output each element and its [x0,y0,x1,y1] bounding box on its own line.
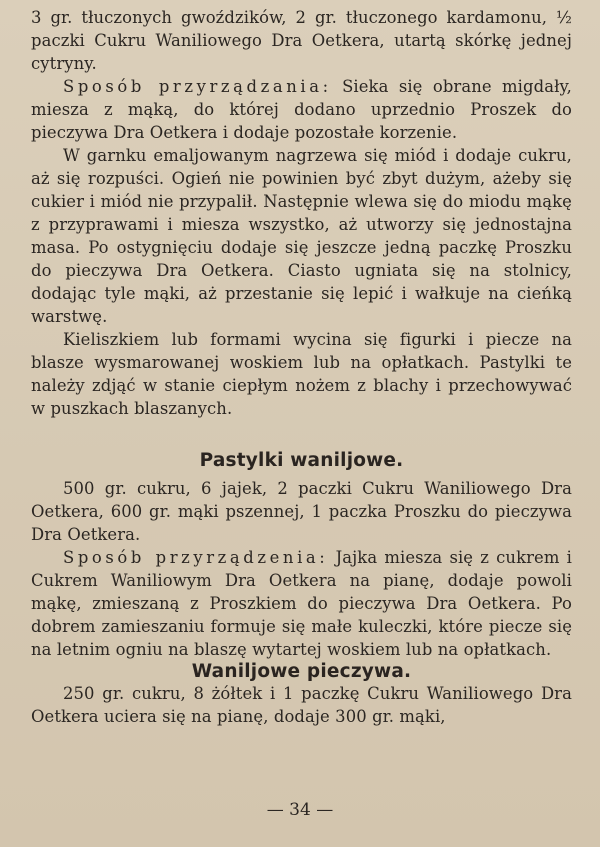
paragraph-cutting-baking: Kieliszkiem lub formami wycina się figurki i piecze na blasze wysmarowanej woskiem lub na opłatkach. Pastylki te należy zdjąć w stanie ciepłym nożem z blachy i przechowywać w puszkach blaszanych. [31,330,572,418]
paragraph-honey-instructions: W garnku emaljowanym nagrzewa się miód i dodaje cukru, aż się rozpuści. Ogień nie powinien być zbyt dużym, ażeby się cukier i miód nie przypalił. Następnie wlewa się do miodu mąkę z przyprawami i miesza wszystko, aż utworzy się jednostajna masa. Po ostygnięciu dodaje się jeszcze jedną paczkę Proszku do pieczywa Dra Oetkera. Ciasto ugniata się na stolnicy, dodając tyle mąki, aż przestanie się lepić i wałkuje na cieńką warstwę. [31,146,572,326]
section-heading-pastylki: Pastylki waniljowe. [199,450,404,471]
method-text: Sieka się obrane migdały, miesza z mąką, do której dodano uprzednio Proszek do pieczywa Dra Oetkera i dodaje pozostałe korzenie. [31,77,572,142]
paragraph-ingredients-continued: 3 gr. tłuczonych gwoździków, 2 gr. tłuczonego kardamonu, ½ paczki Cukru Waniliowego Dra Oetkera, utartą skórkę jednej cytryny. [31,8,572,73]
page-number: — 34 — [266,800,334,820]
pastylki-method-lead: Sposób przyrządzenia: [63,548,329,567]
pastylki-ingredients: 500 gr. cukru, 6 jajek, 2 paczki Cukru Waniliowego Dra Oetkera, 600 gr. mąki pszennej, 1 paczka Proszku do pieczywa Dra Oetkera. [31,479,572,544]
waniljowe-text: 250 gr. cukru, 8 żółtek i 1 paczkę Cukru Waniliowego Dra Oetkera uciera się na pianę, dodaje 300 gr. mąki, [31,684,572,726]
section-heading-waniljowe: Waniljowe pieczywa. [191,661,412,682]
paragraph-preparation-method [31,75,572,144]
pastylki-method [31,546,572,661]
method-lead-label: Sposób przyrządzania: [63,77,332,96]
pastylki-method-text: Jajka miesza się z cukrem i Cukrem Waniliowym Dra Oetkera na pianę, dodaje powoli mąkę, zmieszaną z Proszkiem do pieczywa Dra Oetkera. Po dobrem zamieszaniu formuje się małe kuleczki, które piecze się na letnim ogniu na blaszę wytartej woskiem lub na opłatkach. [31,548,573,659]
